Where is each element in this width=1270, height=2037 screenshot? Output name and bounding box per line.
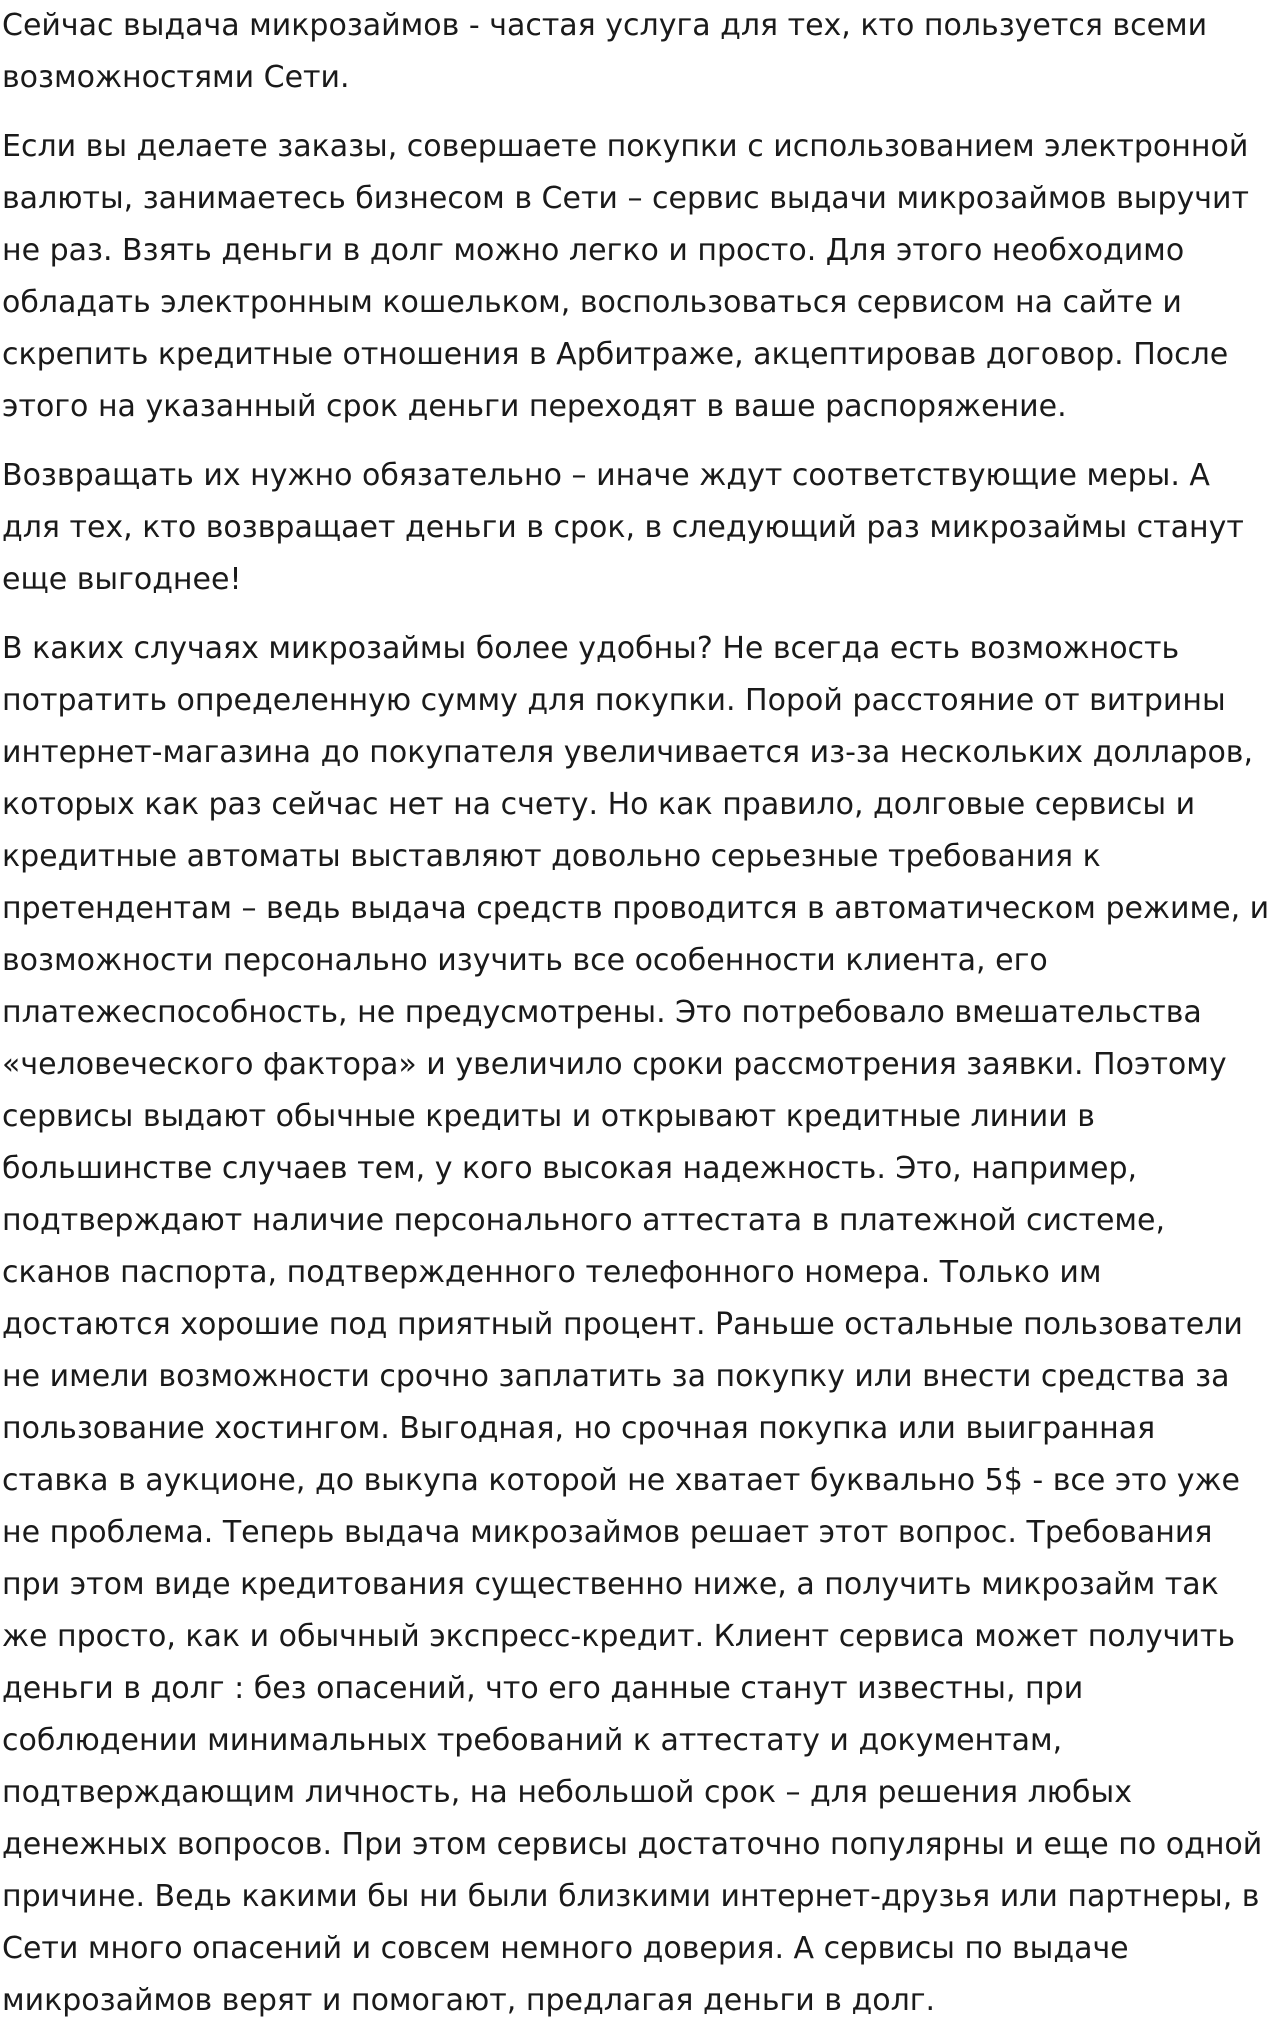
paragraph-how-it-works: Если вы делаете заказы, совершаете покупки с использованием электронной валюты, занимаетесь бизнесом в Сети – сервис выдачи микрозаймов выручит не раз. Взять деньги в долг можно легко и просто. Для этого необходимо обладать электронным кошельком, воспользоваться сервисом на сайте и скрепить кредитные отношения в Арбитраже, акцептировав договор. После этого на указанный срок деньги переходят в ваше распоряжение. <box>2 129 1249 424</box>
paragraph-use-cases: В каких случаях микрозаймы более удобны? Не всегда есть возможность потратить определенную сумму для покупки. Порой расстояние от витрины интернет-магазина до покупателя увеличивается из-за нескольких долларов, которых как раз сейчас нет на счету. Но как правило, долговые сервисы и кредитные автоматы выставляют довольно серьезные требования к претендентам – ведь выдача средств проводится в автоматическом режиме, и возможности персонально изучить все особенности клиента, его платежеспособность, не предусмотрены. Это потребовало вмешательства «человеческого фактора» и увеличило сроки рассмотрения заявки. Поэтому сервисы выдают обычные кредиты и открывают кредитные линии в большинстве случаев тем, у кого высокая надежность. Это, например, подтверждают наличие персонального аттестата в платежной системе, сканов паспорта, подтвержденного телефонного номера. Только им достаются хорошие под приятный процент. Раньше остальные пользователи не имели возможности срочно заплатить за покупку или внести средства за пользование хостингом. Выгодная, но срочная покупка или выигранная ставка в аукционе, до выкупа которой не хватает буквально 5$ - все это уже не проблема. Теперь выдача микрозаймов решает этот вопрос. Требования при этом виде кредитования существенно ниже, а получить микрозайм так же просто, как и обычный экспресс-кредит. Клиент сервиса может получить деньги в долг : без опасений, что его данные станут известны, при соблюдении минимальных требований к аттестату и документам, подтверждающим личность, на небольшой срок – для решения любых денежных вопросов. При этом сервисы достаточно популярны и еще по одной причине. Ведь какими бы ни были близкими интернет-друзья или партнеры, в Сети много опасений и совсем немного доверия. А сервисы по выдаче микрозаймов верят и помогают, предлагая деньги в долг. <box>2 631 1270 2018</box>
paragraph-intro: Сейчас выдача микрозаймов - частая услуга для тех, кто пользуется всеми возможностями Сети. <box>2 8 1208 95</box>
paragraph-repayment: Возвращать их нужно обязательно – иначе ждут соответствующие меры. А для тех, кто возвращает деньги в срок, в следующий раз микрозаймы станут еще выгоднее! <box>2 458 1244 597</box>
